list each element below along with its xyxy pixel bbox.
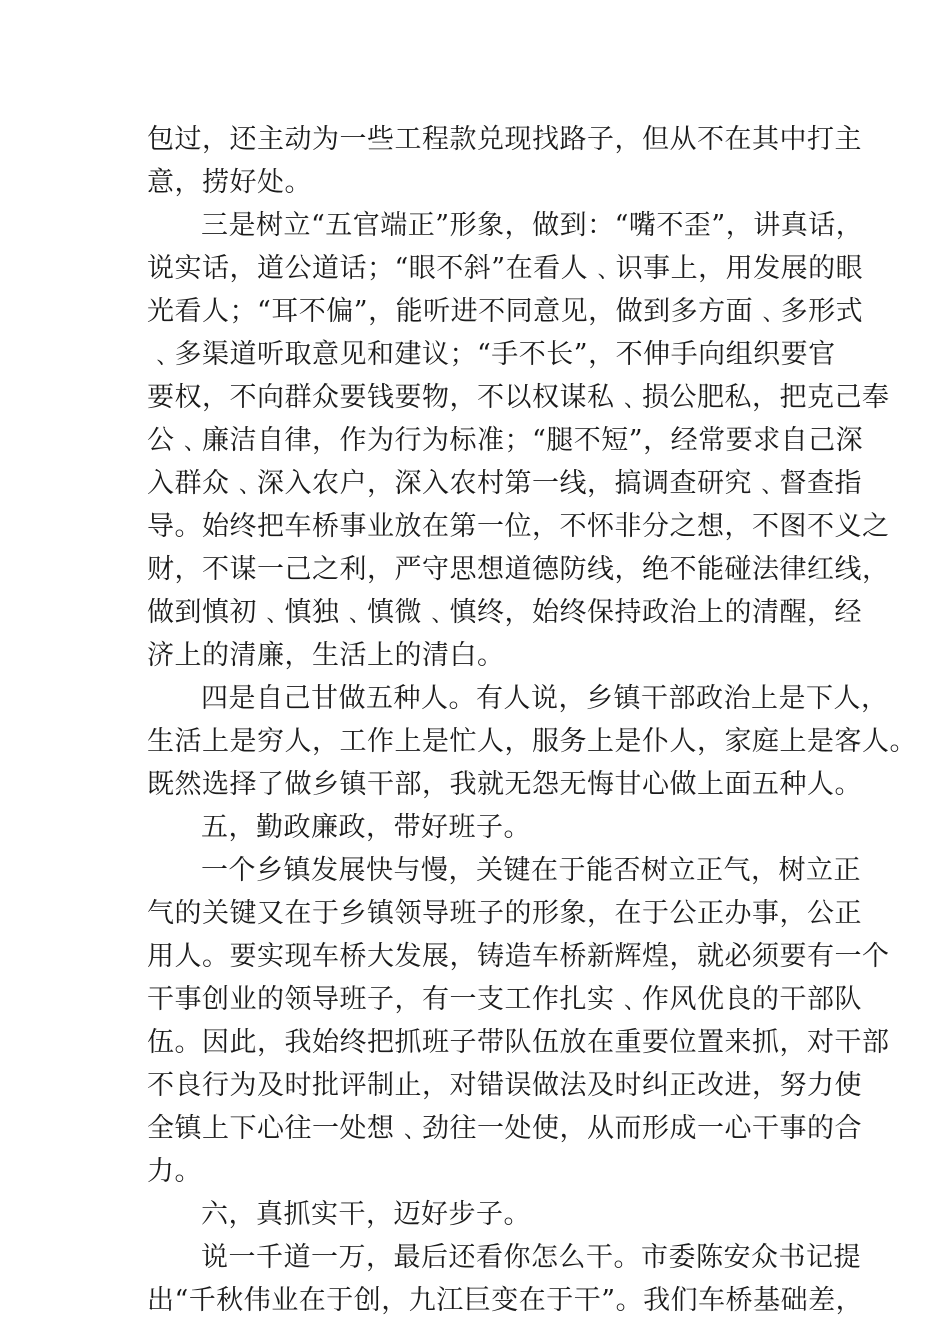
text-line: 包过，还主动为一些工程款兑现找路子，但从不在其中打主: [147, 124, 862, 155]
paragraph-start: 说一千道一万，最后还看你怎么干。市委陈安众书记提: [201, 1242, 861, 1273]
text-line: 意，捞好处。: [147, 167, 312, 198]
text-line: 全镇上下心往一处想﹑劲往一处使，从而形成一心干事的合: [147, 1113, 862, 1144]
paragraph-start: 一个乡镇发展快与慢，关键在于能否树立正气，树立正: [201, 855, 861, 886]
section-heading: 六，真抓实干，迈好步子。: [201, 1199, 531, 1230]
text-line: 干事创业的领导班子，有一支工作扎实﹑作风优良的干部队: [147, 984, 862, 1015]
text-line: 入群众﹑深入农户，深入农村第一线，搞调查研究﹑督查指: [147, 468, 862, 499]
text-line: 生活上是穷人，工作上是忙人，服务上是仆人，家庭上是客人。: [147, 726, 917, 757]
text-line: 要权，不向群众要钱要物，不以权谋私﹑损公肥私，把克己奉: [147, 382, 890, 413]
paragraph-start: 三是树立“五官端正”形象，做到：“嘴不歪”，讲真话，: [201, 210, 864, 241]
text-line: ﹑多渠道听取意见和建议；“手不长”，不伸手向组织要官: [147, 339, 836, 370]
text-line: 用人。要实现车桥大发展，铸造车桥新辉煌，就必须要有一个: [147, 941, 890, 972]
text-line: 气的关键又在于乡镇领导班子的形象，在于公正办事，公正: [147, 898, 862, 929]
text-line: 不良行为及时批评制止，对错误做法及时纠正改进，努力使: [147, 1070, 862, 1101]
text-line: 既然选择了做乡镇干部，我就无怨无悔甘心做上面五种人。: [147, 769, 862, 800]
text-line: 伍。因此，我始终把抓班子带队伍放在重要位置来抓，对干部: [147, 1027, 890, 1058]
text-line: 济上的清廉，生活上的清白。: [147, 640, 505, 671]
text-line: 导。始终把车桥事业放在第一位，不怀非分之想，不图不义之: [147, 511, 890, 542]
text-line: 公﹑廉洁自律，作为行为标准；“腿不短”，经常要求自己深: [147, 425, 864, 456]
section-heading: 五，勤政廉政，带好班子。: [201, 812, 531, 843]
text-line: 说实话，道公道话；“眼不斜”在看人﹑识事上，用发展的眼: [147, 253, 864, 284]
paragraph-start: 四是自己甘做五种人。有人说，乡镇干部政治上是下人，: [201, 683, 889, 714]
text-line: 力。: [147, 1156, 202, 1187]
text-line: 财，不谋一己之利，严守思想道德防线，绝不能碰法律红线，: [147, 554, 890, 585]
text-line: 光看人；“耳不偏”，能听进不同意见，做到多方面﹑多形式: [147, 296, 864, 327]
text-line: 出“千秋伟业在于创，九江巨变在于干”。我们车桥基础差，: [147, 1285, 864, 1316]
text-line: 做到慎初﹑慎独﹑慎微﹑慎终，始终保持政治上的清醒，经: [147, 597, 862, 628]
